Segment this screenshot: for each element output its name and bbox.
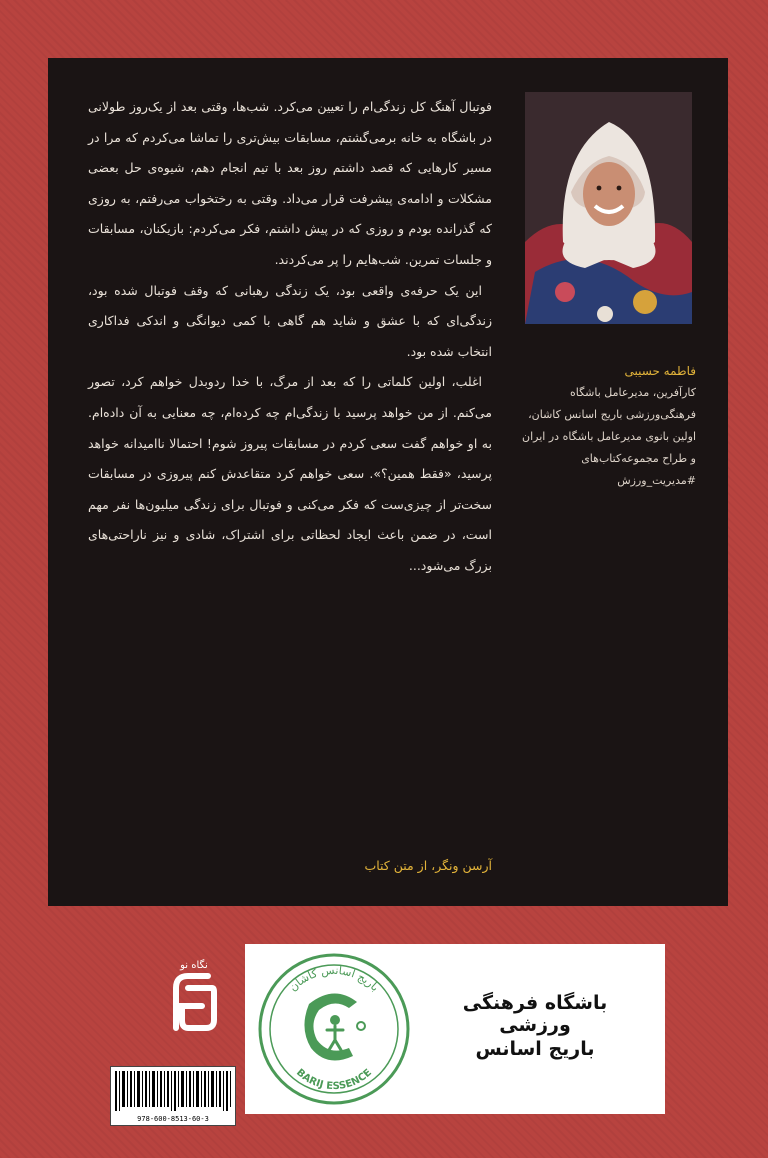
- sponsor-name-line: باریج اسانس: [475, 1038, 595, 1060]
- author-portrait-illustration: [525, 92, 692, 324]
- author-photo: [525, 92, 692, 324]
- sponsor-club-line: باشگاه فرهنگی ورزشی: [462, 992, 608, 1036]
- sponsor-seal: [249, 944, 419, 1114]
- author-bio: [518, 364, 696, 492]
- author-name: فاطمه حسيبی: [624, 364, 696, 378]
- publisher-logo-text: نگاه نو: [180, 960, 208, 971]
- excerpt-paragraph: این یک حرفه‌ی واقعی بود، یک زندگی رهبانی که وقف فوتبال شده بود، زندگی‌ای که با عشق و شاید هم گاهی با کمی دیوانگی و اندکی فداکاری انتخاب شده بود.: [88, 282, 492, 359]
- author-description: کارآفرین، مدیرعامل باشگاه فرهنگی‌ورزشی باریج اسانس کاشان، اولین بانوی مدیرعامل باشگاه در ایران و طراح مجموعه‌کتاب‌های #مدیریت_ورزش: [522, 386, 696, 487]
- sponsor-box: [245, 944, 665, 1114]
- excerpt-paragraph: فوتبال آهنگ کل زندگی‌ام را تعیین می‌کرد. شب‌ها، وقتی بعد از یک‌روز طولانی در باشگاه به خانه برمی‌گشتم، مسابقات بیش‌تری را تماشا می‌کردم که مرا در مسیر کارهایی که قصد داشتم روز بعد با تیم انجام دهم، شیوه‌ی حل بعضی مشکلات و ادامه‌ی پیشرفت قرار می‌داد. وقتی به رختخواب می‌رفتم، به روزی که گذرانده بودم و روزی که در پیش داشتم، فکر می‌کردم: بازیکنان، مسابقات و جلسات تمرین. شب‌هایم را پر می‌کردند.: [88, 99, 492, 267]
- isbn-barcode: [110, 1066, 236, 1126]
- excerpt-attribution: آرسن ونگر، از متن کتاب: [364, 858, 492, 873]
- publisher-logo: [168, 948, 220, 1034]
- seal-bottom-text: BARIJ ESSENCE: [294, 1067, 374, 1093]
- book-excerpt: [88, 92, 492, 582]
- back-cover-panel: [48, 58, 728, 906]
- excerpt-paragraph: اغلب، اولین کلماتی را که بعد از مرگ، با خدا ردوبدل خواهم کرد، تصور می‌کنم. از من خواهد پرسید با زندگی‌ام چه کرده‌ام، چه معنایی به آن داده‌ام. به او خواهم گفت سعی کردم در مسابقات پیروز شوم! احتمالا ناامیدانه خواهد پرسید، «فقط همین؟». سعی خواهم کرد متقاعدش کنم پیروزی در مسابقات سخت‌تر از چیزی‌ست که فکر می‌کنی و فوتبال برای زندگی میلیون‌ها نفر مهم است، در ضمن باعث ایجاد لحظاتی برای اشتراک، شادی و نیز ناراحتی‌های بزرگ می‌شود...: [88, 374, 492, 573]
- seal-top-text: باریج اسانس کاشان: [286, 963, 382, 994]
- barcode-bars: [111, 1067, 235, 1113]
- isbn-number: 978-600-8513-60-3: [137, 1115, 209, 1123]
